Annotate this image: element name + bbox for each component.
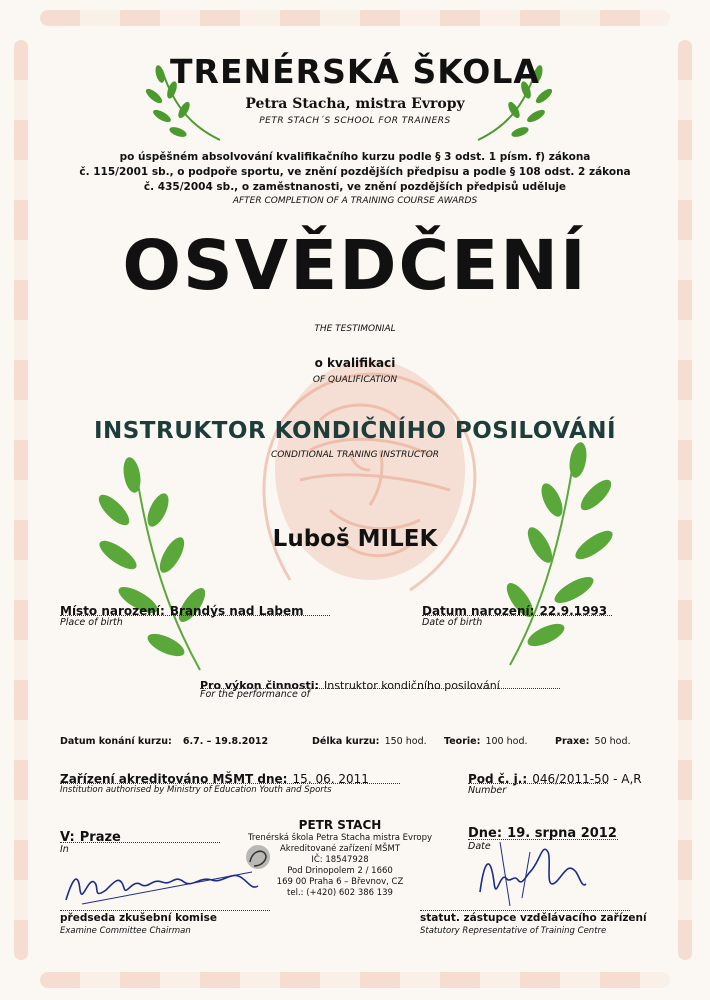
school-subtitle: Petra Stacha, mistra Evropy — [245, 96, 465, 112]
place-of-birth-value: Brandýs nad Labem — [169, 604, 304, 618]
course-length — [312, 729, 427, 748]
role-title-en: CONDITIONAL TRANING INSTRUCTOR — [270, 450, 440, 460]
course-practice — [555, 729, 631, 748]
date-of-birth-line — [422, 615, 612, 616]
representative-title-en: Statutory Representative of Training Centre — [420, 926, 607, 936]
course-length-label: Délka kurzu: — [312, 736, 380, 747]
representative-signature-line — [420, 910, 630, 911]
place-of-birth-label-en: Place of birth — [60, 617, 123, 628]
legal-line-1: po úspěšném absolvování kvalifikačního kurzu podle § 3 odst. 1 písm. f) zákona — [119, 151, 591, 163]
issue-date-value: 19. srpna 2012 — [507, 826, 617, 841]
role-title: INSTRUKTOR KONDIČNÍHO POSILOVÁNÍ — [93, 418, 617, 444]
issue-place-line — [60, 842, 220, 843]
legal-line-3: č. 435/2004 sb., o zaměstnanosti, ve znění pozdějších předpisů uděluje — [143, 181, 567, 193]
qualification-label: o kvalifikaci — [314, 356, 396, 370]
course-theory — [444, 729, 528, 748]
place-of-birth-label: Místo narození: — [60, 604, 165, 618]
certificate-title: OSVĚDČENÍ — [122, 226, 588, 306]
accreditation-line — [60, 783, 400, 784]
representative-signature-image — [470, 832, 590, 912]
place-of-birth-line — [60, 615, 330, 616]
date-of-birth-label: Datum narození: — [422, 604, 535, 618]
stamp-title: PETR STACH — [298, 818, 382, 832]
stamp-line-2: Akreditované zařízení MŠMT — [279, 844, 401, 854]
activity-label-en: For the performance of — [200, 689, 310, 700]
course-dates-label: Datum konání kurzu: — [60, 736, 172, 747]
accreditation-value: 15. 06. 2011 — [292, 772, 369, 786]
certificate-title-en: THE TESTIMONIAL — [314, 324, 396, 334]
legal-text-en: AFTER COMPLETION OF A TRAINING COURSE AWARDS — [232, 196, 478, 206]
stamp-line-4: Pod Drinopolem 2 / 1660 — [287, 866, 393, 876]
date-of-birth-value: 22.9.1993 — [539, 604, 608, 618]
date-of-birth-label-en: Date of birth — [422, 617, 483, 628]
reference-number-line — [468, 783, 608, 784]
school-subtitle-en: PETR STACH´S SCHOOL FOR TRAINERS — [259, 116, 451, 126]
laurel-right-large-icon — [490, 440, 630, 670]
issue-place-label-en: In — [60, 844, 69, 855]
holder-name: Luboš MILEK — [272, 526, 438, 552]
chairman-signature-image — [62, 860, 262, 910]
course-length-value: 150 hod. — [384, 736, 427, 747]
course-theory-value: 100 hod. — [485, 736, 528, 747]
qualification-label-en: OF QUALIFICATION — [312, 375, 398, 385]
stamp-line-3: IČ: 18547928 — [311, 855, 369, 865]
chairman-signature-line — [60, 910, 270, 911]
course-practice-value: 50 hod. — [594, 736, 631, 747]
chairman-title-en: Examine Committee Chairman — [60, 926, 191, 936]
reference-number-value: 046/2011-50 - A,R — [532, 772, 642, 786]
decorative-border-top — [40, 10, 670, 26]
course-dates — [60, 729, 268, 748]
stamp-line-6: tel.: (+420) 602 386 139 — [287, 888, 393, 898]
course-practice-label: Praxe: — [555, 736, 590, 747]
activity-label: Pro výkon činnosti: — [200, 679, 319, 692]
issue-place-label: V: — [60, 830, 75, 845]
laurel-left-large-icon — [80, 455, 220, 675]
reference-number-label-en: Number — [468, 785, 507, 796]
representative-title: statut. zástupce vzdělávacího zařízení — [420, 912, 647, 924]
legal-line-2: č. 115/2001 sb., o podpoře sportu, ve znění pozdějších předpisu a podle § 108 odst. 2 zákona — [79, 166, 631, 178]
accreditation-label-en: Institution authorised by Ministry of Education Youth and Sports — [60, 785, 332, 795]
issue-date-label-en: Date — [468, 841, 491, 852]
stamp-line-1: Trenérská škola Petra Stacha mistra Evropy — [247, 833, 433, 843]
issue-place-value: Praze — [79, 830, 121, 845]
school-title: TRENÉRSKÁ ŠKOLA — [170, 52, 540, 91]
decorative-border-bottom — [40, 972, 670, 988]
accreditation-label: Zařízení akreditováno MŠMT dne: — [60, 772, 288, 786]
stamp-line-5: 169 00 Praha 6 – Břevnov, CZ — [276, 877, 404, 887]
chairman-title: předseda zkušební komise — [60, 912, 217, 924]
reference-number-label: Pod č. j.: — [468, 772, 528, 786]
activity-value: Instruktor kondičního posilování — [324, 679, 500, 692]
course-dates-value: 6.7. – 19.8.2012 — [182, 736, 269, 747]
legal-text — [0, 150, 710, 195]
course-theory-label: Teorie: — [444, 736, 481, 747]
issue-date-label: Dne: — [468, 826, 503, 841]
